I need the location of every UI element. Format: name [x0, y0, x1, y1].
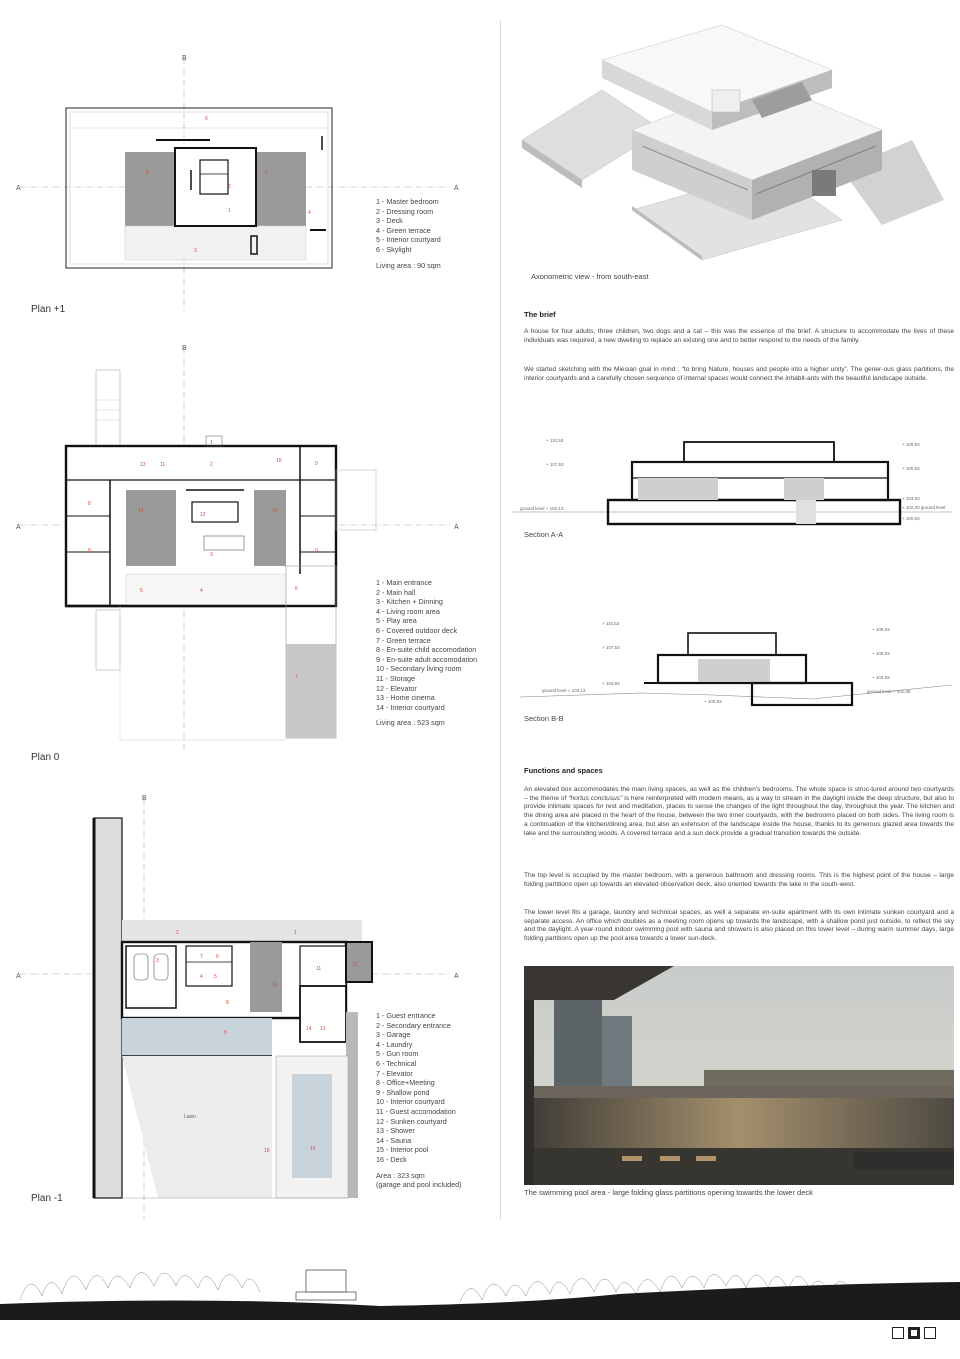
- svg-text:10: 10: [276, 458, 282, 464]
- svg-text:9: 9: [224, 1030, 227, 1036]
- section-aa-caption: Section A-A: [524, 530, 564, 539]
- svg-text:4: 4: [200, 588, 203, 594]
- svg-text:5: 5: [140, 588, 143, 594]
- brief-paragraph-1: A house for four adults, three children, two dogs and a cat – this was the essence of the brief. A structure to accommodate the lives of these individuals was required, a new dwelling to replace an existing one and to better respond to the needs of the family.: [524, 328, 954, 344]
- aa-level-r3: + 103,93: [902, 496, 920, 501]
- axonometric-caption: Axonometric view - from south-east: [531, 272, 649, 281]
- svg-text:3: 3: [194, 248, 197, 254]
- svg-text:12: 12: [352, 962, 358, 968]
- svg-text:4: 4: [308, 210, 311, 216]
- legend-area: Living area : 523 sqm: [376, 718, 445, 728]
- lawn-label: Lawn: [184, 1114, 196, 1120]
- legend-area-note: (garage and pool included): [376, 1180, 462, 1190]
- functions-paragraph-2: The top level is occupied by the master bedroom, with a generous bathroom and dressing rooms. This is the highest point of the house – large folding partitions open up towards an elevated observation deck, also oriented towards the lake in the south-west.: [524, 872, 954, 888]
- legend-item: 16 - Deck: [376, 1154, 407, 1164]
- svg-text:15: 15: [310, 1146, 316, 1152]
- legend-item: 11 - Guest accomodation: [376, 1106, 456, 1116]
- plan-upper-legend: [376, 197, 441, 270]
- svg-text:3: 3: [156, 958, 159, 964]
- svg-text:3: 3: [210, 552, 213, 558]
- legend-item: 14 - Interior courtyard: [376, 702, 445, 712]
- section-bb-drawing: [512, 615, 952, 715]
- aa-level-mid: + 107,53: [546, 462, 564, 467]
- legend-item: 2 - Secondary entrance: [376, 1020, 451, 1030]
- legend-item: 8 - En-suite child accomodation: [376, 645, 477, 655]
- legend-item: 15 - Interior pool: [376, 1145, 429, 1155]
- page-thumb-2[interactable]: [908, 1327, 920, 1339]
- svg-text:5: 5: [214, 974, 217, 980]
- legend-item: 5 - Gun room: [376, 1049, 419, 1059]
- legend-item: 4 - Green terrace: [376, 225, 431, 235]
- bb-level-mid: + 107,53: [602, 645, 620, 650]
- svg-text:10: 10: [272, 982, 278, 988]
- legend-item: 6 - Covered outdoor deck: [376, 625, 458, 635]
- legend-item: 4 - Laundry: [376, 1039, 413, 1049]
- section-bb-caption: Section B-B: [524, 714, 564, 723]
- svg-text:14: 14: [306, 1026, 312, 1032]
- bb-bottom-label: + 100,93: [704, 699, 722, 704]
- svg-text:5: 5: [146, 170, 149, 176]
- svg-text:7: 7: [295, 674, 298, 680]
- marker-a-right: A: [454, 524, 459, 531]
- aa-level-r5: + 100,93: [902, 516, 920, 521]
- legend-item: 8 - Office+Meeting: [376, 1078, 435, 1088]
- page-thumb-1[interactable]: [892, 1327, 904, 1339]
- brief-paragraph-2: We started sketching with the Miesian goal in mind : “to bring Nature, houses and people into a higher unity”. The gener-ous glass partitions, the interior courtyards and a carefully chosen sequence of internal spaces would connect the inhabit-ants with the beautiful landscape outside.: [524, 366, 954, 382]
- legend-item: 3 - Garage: [376, 1030, 411, 1040]
- svg-text:1: 1: [210, 440, 213, 446]
- site-elevation-strip: [0, 1240, 960, 1320]
- aa-level-top: + 110,53: [546, 438, 564, 443]
- legend-item: 1 - Master bedroom: [376, 197, 439, 206]
- functions-p1-text-2: is here reinterpreted with modern means, as a way to stream in the daylight inside the deep structure, but also to provide intimate spaces for rest and meditation, places to sense the changes of the light throughout the day, throughout the year. The kitchen and the dining area are placed in the heart of the house, between the two inner courtyards, with the bedrooms placed on both sides. The living room is a continuation of the kitchen/dining area, but also an extension of the landscape inside the house, thanks to its generous glazed area towards the lake and the surrounding woods. A covered terrace and a sun deck provide a gradual transition towards the outside.: [524, 794, 954, 837]
- marker-a-left: A: [16, 524, 21, 531]
- svg-text:13: 13: [320, 1026, 326, 1032]
- svg-text:6: 6: [216, 954, 219, 960]
- marker-b-top: B: [182, 345, 187, 352]
- legend-item: 13 - Home cinema: [376, 693, 435, 703]
- legend-item: 1 - Guest entrance: [376, 1011, 436, 1020]
- plan-lower-legend: [376, 1011, 462, 1190]
- legend-area: Living area : 90 sqm: [376, 260, 441, 270]
- plan-ground-title: Plan 0: [31, 752, 60, 763]
- marker-b-top: B: [182, 55, 187, 62]
- bb-level-top: + 110,53: [602, 621, 620, 626]
- legend-item: 2 - Main hall: [376, 587, 416, 597]
- svg-text:9: 9: [315, 461, 318, 467]
- svg-text:9: 9: [315, 548, 318, 554]
- brief-title: The brief: [524, 310, 556, 319]
- svg-text:1: 1: [294, 930, 297, 936]
- bb-ground-label: ground level + 102,13: [542, 688, 586, 693]
- svg-text:6: 6: [295, 586, 298, 592]
- functions-p1-text: An elevated box accommodates the main living spaces, as well as the children’s bedrooms. The whole space is struc-tured around two courtyards – the theme of: [524, 786, 954, 802]
- legend-item: 2 - Dressing room: [376, 206, 434, 216]
- svg-text:11: 11: [160, 462, 166, 468]
- plan-ground-legend: [376, 578, 477, 728]
- svg-text:12: 12: [200, 512, 206, 518]
- aa-level-r4: + 102,20 ground level: [902, 505, 946, 510]
- plan-lower-title: Plan -1: [31, 1193, 63, 1204]
- aa-level-r2: + 106,93: [902, 466, 920, 471]
- svg-text:2: 2: [228, 184, 231, 190]
- plan-upper-title: Plan +1: [31, 304, 66, 315]
- axonometric-view: [512, 20, 952, 260]
- functions-paragraph-3: The lower level fits a garage, laundry and technical spaces, as well a separate en-suite apartment with its own intimate sunken courtyard and a separate access. An office which doubles as a meeting room opens up towards the landscape, with a shallow pond just outside, to reflect the sky and the daylight. A year-round indoor swimming pool with sauna and showers is also placed on this lower level – during warm summer days, large folding partitions open up the pool area towards a lower sun-deck.: [524, 909, 954, 943]
- legend-item: 3 - Deck: [376, 216, 403, 226]
- aa-level-r1: + 109,93: [902, 442, 920, 447]
- page-thumb-3[interactable]: [924, 1327, 936, 1339]
- marker-a-right: A: [454, 973, 459, 980]
- marker-b-top: B: [142, 795, 147, 802]
- legend-item: 6 - Technical: [376, 1058, 417, 1068]
- functions-title: Functions and spaces: [524, 766, 603, 775]
- svg-text:16: 16: [264, 1148, 270, 1154]
- svg-text:13: 13: [140, 462, 146, 468]
- svg-text:14: 14: [272, 508, 278, 514]
- column-divider: [500, 20, 501, 1220]
- legend-item: 13 - Shower: [376, 1126, 415, 1136]
- aa-ground-label: ground level + 102,13: [520, 506, 564, 511]
- svg-text:8: 8: [88, 548, 91, 554]
- marker-a-left: A: [16, 185, 21, 192]
- svg-text:14: 14: [138, 508, 144, 514]
- bb-level-r2: + 106,93: [872, 651, 890, 656]
- svg-text:8: 8: [88, 501, 91, 507]
- legend-item: 6 - Skylight: [376, 244, 412, 254]
- svg-text:2: 2: [210, 462, 213, 468]
- svg-text:1: 1: [228, 208, 231, 214]
- legend-item: 5 - Interior courtyard: [376, 235, 441, 245]
- legend-item: 9 - Shallow pond: [376, 1087, 430, 1097]
- legend-item: 9 - En-suite adult accomodation: [376, 654, 478, 664]
- legend-item: 14 - Sauna: [376, 1135, 412, 1145]
- svg-text:8: 8: [226, 1000, 229, 1006]
- legend-item: 4 - Living room area: [376, 606, 440, 616]
- legend-item: 11 - Storage: [376, 673, 416, 683]
- svg-text:2: 2: [176, 930, 179, 936]
- functions-p1-emphasis: “hortus conclusus”: [568, 794, 623, 802]
- pool-render-image: [524, 966, 954, 1185]
- svg-text:11: 11: [316, 966, 322, 972]
- legend-item: 10 - Secondary living room: [376, 664, 462, 674]
- legend-item: 10 - Interior courtyard: [376, 1097, 445, 1107]
- marker-a-right: A: [454, 185, 459, 192]
- legend-item: 12 - Sunken courtyard: [376, 1116, 447, 1126]
- legend-item: 1 - Main entrance: [376, 578, 432, 587]
- bb-level-r1: + 109,93: [872, 627, 890, 632]
- bb-level-r3: + 103,93: [872, 675, 890, 680]
- svg-text:7: 7: [200, 954, 203, 960]
- legend-item: 12 - Elevator: [376, 683, 417, 693]
- legend-area: Area : 323 sqm: [376, 1170, 425, 1180]
- pool-render-caption: The swimming pool area - large folding glass partitions opening towards the lower deck: [524, 1188, 813, 1197]
- svg-text:4: 4: [200, 974, 203, 980]
- legend-item: 7 - Elevator: [376, 1068, 413, 1078]
- legend-item: 5 - Play area: [376, 616, 417, 626]
- marker-a-left: A: [16, 973, 21, 980]
- svg-text:6: 6: [205, 116, 208, 122]
- functions-paragraph-1: [524, 786, 954, 838]
- legend-item: 7 - Green terrace: [376, 635, 431, 645]
- legend-item: 3 - Kitchen + Dinning: [376, 597, 443, 607]
- bb-level-r4: ground level + 101,65: [867, 689, 911, 694]
- bb-level-low: + 103,93: [602, 681, 620, 686]
- svg-text:5: 5: [265, 170, 268, 176]
- section-aa-drawing: [512, 430, 952, 530]
